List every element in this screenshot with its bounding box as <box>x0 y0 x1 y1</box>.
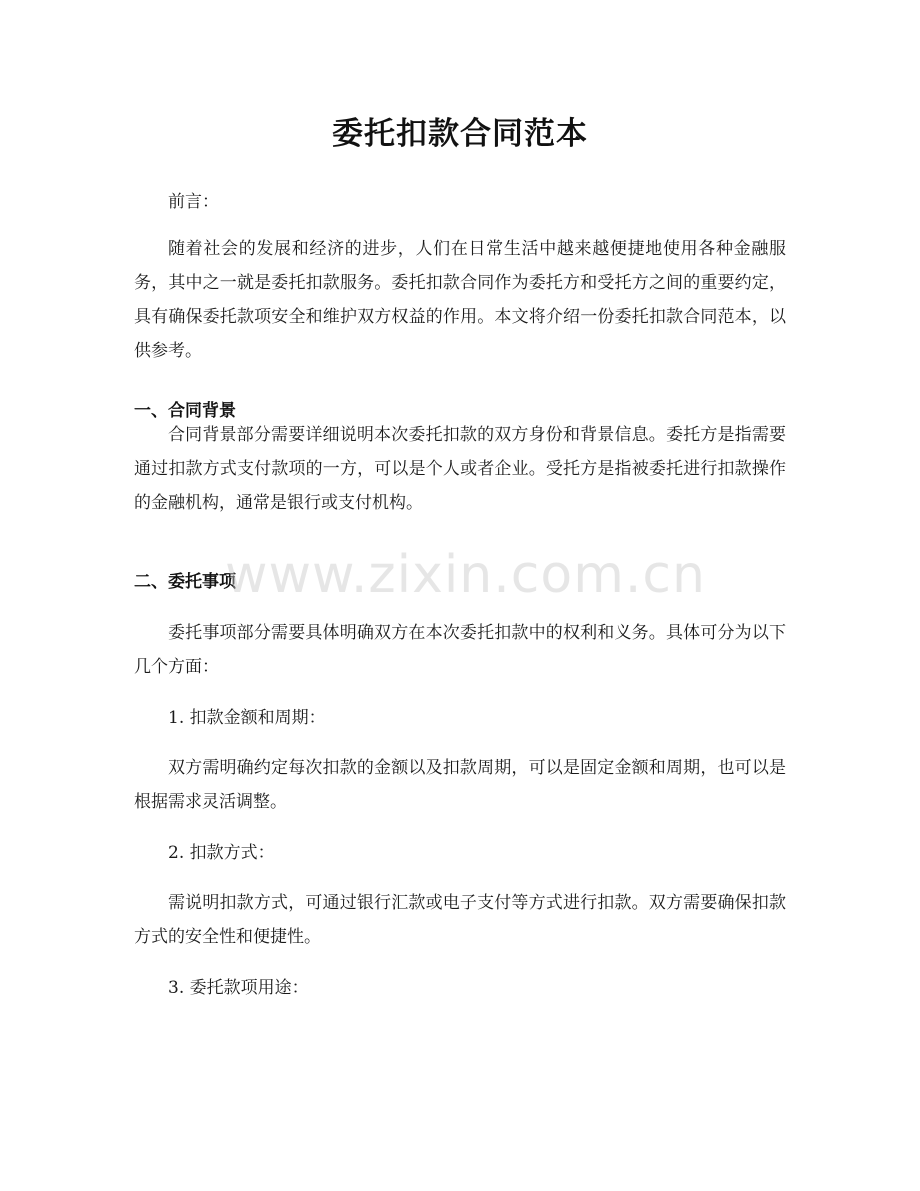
preface-paragraph: 随着社会的发展和经济的进步，人们在日常生活中越来越便捷地使用各种金融服务，其中之一就是委托扣款服务。委托扣款合同作为委托方和受托方之间的重要约定，具有确保委托款项安全和维护双方权益的作用。本文将介绍一份委托扣款合同范本，以供参考。 <box>134 239 786 361</box>
item1-title: 1. 扣款金额和周期： <box>168 708 326 728</box>
preface-label: 前言： <box>168 192 219 212</box>
item2-title: 2. 扣款方式： <box>168 843 275 863</box>
section-heading-background: 一、合同背景 <box>134 401 236 421</box>
item1-paragraph: 双方需明确约定每次扣款的金额以及扣款周期，可以是固定金额和周期，也可以是根据需求灵活调整。 <box>134 758 786 812</box>
item2-paragraph: 需说明扣款方式，可通过银行汇款或电子支付等方式进行扣款。双方需要确保扣款方式的安全性和便捷性。 <box>134 893 786 947</box>
section-background-paragraph: 合同背景部分需要详细说明本次委托扣款的双方身份和背景信息。委托方是指需要通过扣款方式支付款项的一方，可以是个人或者企业。受托方是指被委托进行扣款操作的金融机构，通常是银行或支付机构。 <box>134 425 786 513</box>
item3-title: 3. 委托款项用途： <box>168 978 309 998</box>
watermark: www.zixin.com.cn <box>225 545 706 605</box>
section-matters-paragraph: 委托事项部分需要具体明确双方在本次委托扣款中的权利和义务。具体可分为以下几个方面： <box>134 623 786 677</box>
document-title: 委托扣款合同范本 <box>332 116 588 152</box>
section-heading-matters: 二、委托事项 <box>134 572 236 592</box>
